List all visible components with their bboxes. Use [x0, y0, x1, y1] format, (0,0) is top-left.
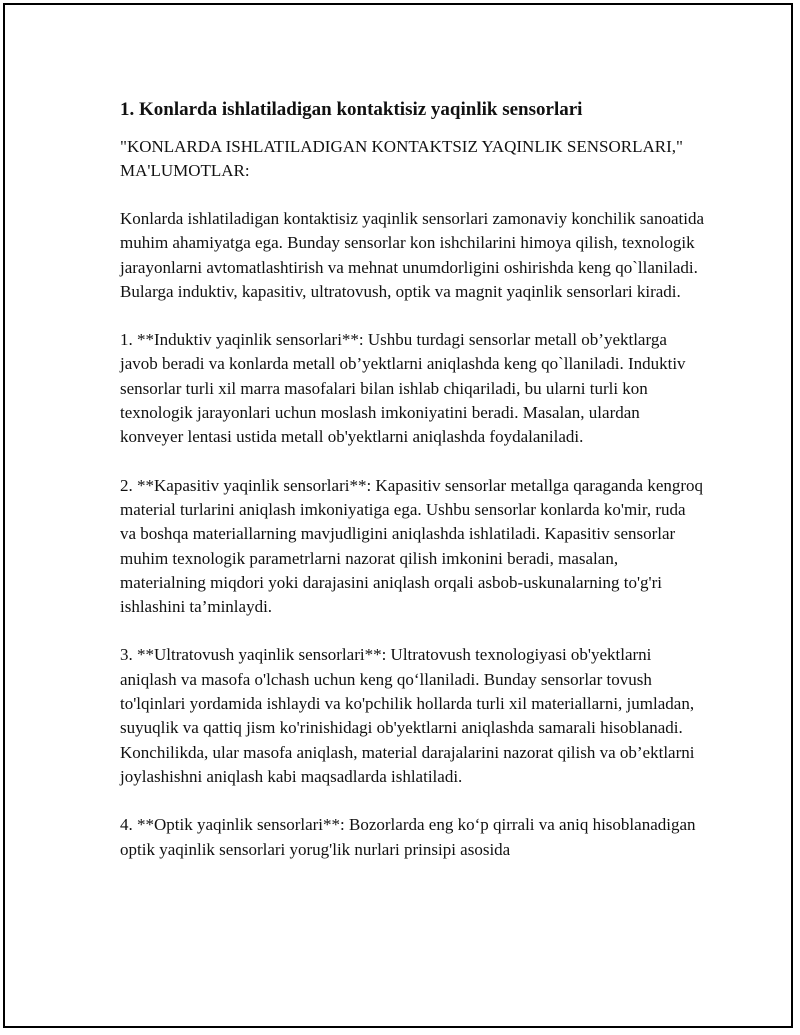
document-subtitle: "KONLARDA ISHLATILADIGAN KONTAKTSIZ YAQINLIK SENSORLARI," MA'LUMOTLAR: — [120, 137, 683, 180]
document-content — [120, 97, 705, 862]
document-page — [3, 3, 793, 1028]
document-title: 1. Konlarda ishlatiladigan kontaktisiz yaqinlik sensorlari — [120, 99, 583, 120]
capacitive-sensors-paragraph: 2. **Kapasitiv yaqinlik sensorlari**: Kapasitiv sensorlar metallga qaraganda kengroq material turlarini aniqlash imkoniyatiga ega. Ushbu sensorlar konlarda ko'mir, ruda va boshqa materiallarning mavjudligini aniqlashda ishlatiladi. Kapasitiv sensorlar muhim texnologik parametrlarni nazorat qilish imkonini beradi, masalan, materialning miqdori yoki darajasini aniqlash orqali asbob-uskunalarning to'g'ri ishlashini ta’minlaydi. — [120, 475, 704, 617]
optical-sensors-paragraph: 4. **Optik yaqinlik sensorlari**: Bozorlarda eng ko‘p qirrali va aniq hisoblanadigan optik yaqinlik sensorlari yorug'lik nurlari prinsipi asosida — [120, 815, 696, 859]
intro-paragraph: Konlarda ishlatiladigan kontaktisiz yaqinlik sensorlari zamonaviy konchilik sanoatida muhim ahamiyatga ega. Bunday sensorlar kon ishchilarini himoya qilish, texnologik jarayonlarni avtomatlashtirish va mehnat unumdorligini oshirishda keng qo`llaniladi. Bularga induktiv, kapasitiv, ultratovush, optik va magnit yaqinlik sensorlari kiradi. — [120, 209, 704, 301]
inductive-sensors-paragraph: 1. **Induktiv yaqinlik sensorlari**: Ushbu turdagi sensorlar metall ob’yektlarga javob beradi va konlarda metall ob’yektlarni aniqlashda keng qo`llaniladi. Induktiv sensorlar turli xil marra masofalari bilan ishlab chiqariladi, bu ularni turli kon texnologik jarayonlari uchun moslash imkoniyatini beradi. Masalan, ulardan konveyer lentasi ustida metall ob'yektlarni aniqlashda foydalaniladi. — [120, 330, 686, 447]
ultrasonic-sensors-paragraph: 3. **Ultratovush yaqinlik sensorlari**: Ultratovush texnologiyasi ob'yektlarni aniqlash va masofa o'lchash uchun keng qo‘llaniladi. Bunday sensorlar tovush to'lqinlari yordamida ishlaydi va ko'pchilik hollarda turli xil materiallarni, jumladan, suyuqlik va qattiq jism ko'rinishidagi ob'yektlarni aniqlashda samarali hisoblanadi. Konchilikda, ular masofa aniqlash, material darajalarini nazorat qilish va ob’ektlarni joylashishni aniqlash kabi maqsadlarda ishlatiladi. — [120, 645, 695, 786]
